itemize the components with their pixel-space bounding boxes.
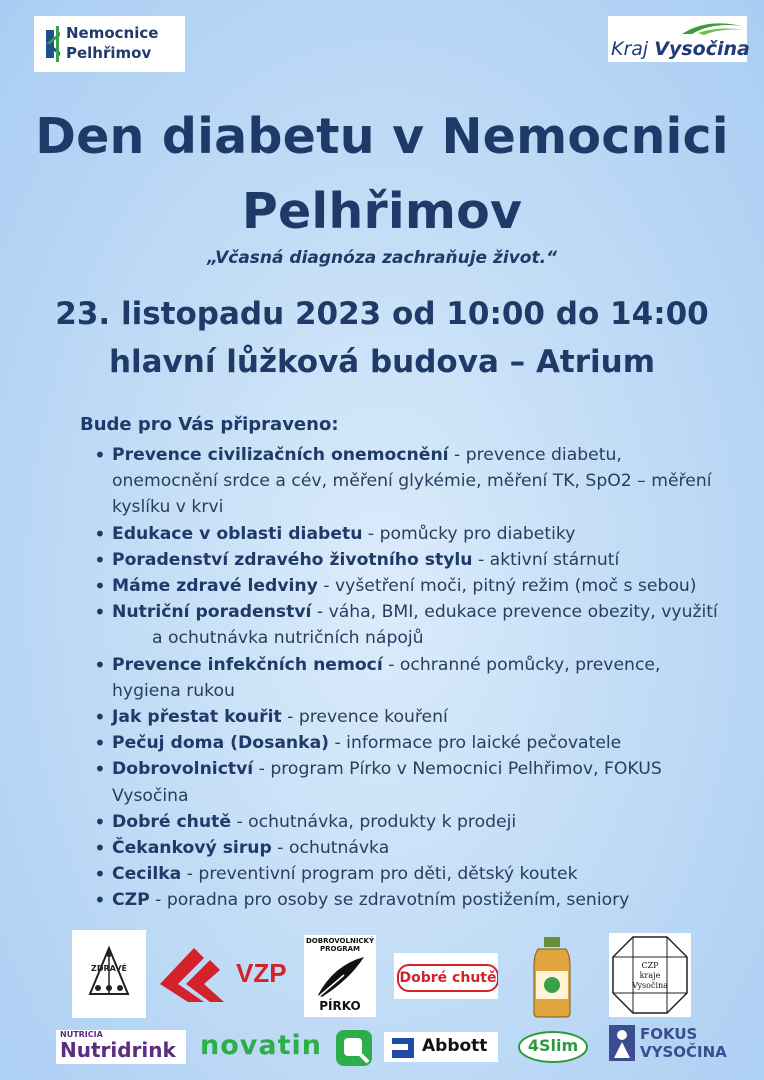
list-item: • CZP - poradna pro osoby se zdravotním postižením, seniory bbox=[92, 887, 732, 913]
logo-novatin bbox=[200, 1028, 372, 1068]
list-item: • Cecilka - preventivní program pro děti, dětský koutek bbox=[92, 861, 732, 887]
logo-vzp bbox=[158, 944, 298, 1006]
list-item: • Pečuj doma (Dosanka) - informace pro laické pečovatele bbox=[92, 730, 732, 756]
logo-nutridrink bbox=[56, 1030, 186, 1064]
novatin-text: novatin bbox=[200, 1030, 322, 1061]
event-place: hlavní lůžková budova – Atrium bbox=[108, 344, 656, 380]
kraj-name: Vysočina bbox=[654, 38, 750, 60]
list-item: • Edukace v oblasti diabetu - pomůcky pro diabetiky bbox=[92, 521, 732, 547]
logo-czp bbox=[609, 933, 691, 1017]
program-intro: Bude pro Vás připraveno: bbox=[80, 414, 339, 435]
motto: „Včasná diagnóza zachraňuje život.“ bbox=[206, 248, 558, 268]
logo-4slim bbox=[517, 1030, 589, 1064]
logo-sirup bbox=[528, 935, 576, 1019]
zdrave-mesto-text: ZDRAVÉ bbox=[91, 964, 127, 973]
logo-kraj-vysocina bbox=[608, 16, 750, 62]
abbott-icon bbox=[388, 1032, 418, 1062]
list-item: • Prevence civilizačních onemocnění - prevence diabetu, onemocnění srdce a cév, měření glykémie, měření TK, SpO2 – měření kyslíku v krvi bbox=[92, 442, 732, 521]
list-item: • Dobrovolnictví - program Pírko v Nemocnici Pelhřimov, FOKUS Vysočina bbox=[92, 756, 732, 808]
list-item: • Poradenství zdravého životního stylu - aktivní stárnutí bbox=[92, 547, 732, 573]
pirko-top-text: DOBROVOLNICKÝ PROGRAM bbox=[306, 937, 375, 953]
list-item: • Prevence infekčních nemocí - ochranné pomůcky, prevence, hygiena rukou bbox=[92, 652, 732, 704]
abbott-text: Abbott bbox=[422, 1036, 488, 1056]
logo-pirko bbox=[304, 935, 376, 1017]
czp-text: CZP kraje Vysočina bbox=[632, 961, 668, 990]
logo-zdrave-mesto bbox=[72, 930, 146, 1018]
logo-nemocnice-text: Nemocnice Pelhřimov bbox=[66, 24, 159, 62]
nutridrink-text: Nutridrink bbox=[60, 1038, 176, 1062]
list-item: • Nutriční poradenství - váha, BMI, edukace prevence obezity, využitía ochutnávka nutričních nápojů bbox=[92, 599, 732, 651]
page-title-line1: Den diabetu v Nemocnici bbox=[35, 108, 729, 165]
list-item: • Dobré chutě - ochutnávka, produkty k prodeji bbox=[92, 809, 732, 835]
slim-text: 4Slim bbox=[527, 1036, 579, 1055]
logo-nemocnice-pelhrimov bbox=[34, 16, 185, 72]
vzp-text: VZP bbox=[236, 958, 287, 988]
fokus-icon bbox=[608, 1024, 636, 1062]
list-item: • Jak přestat kouřit - prevence kouření bbox=[92, 704, 732, 730]
list-item: • Čekankový sirup - ochutnávka bbox=[92, 835, 732, 861]
nutricia-text: NUTRICIA bbox=[60, 1030, 103, 1039]
fokus-text-2: VYSOČINA bbox=[640, 1043, 727, 1061]
logo-dobre-chute bbox=[394, 953, 498, 999]
list-item: • Máme zdravé ledviny - vyšetření moči, pitný režim (moč s sebou) bbox=[92, 573, 732, 599]
page-title-line2: Pelhřimov bbox=[241, 183, 523, 240]
novatin-q-icon bbox=[334, 1028, 374, 1068]
event-date: 23. listopadu 2023 od 10:00 do 14:00 bbox=[55, 296, 709, 332]
pirko-name-text: PÍRKO bbox=[319, 999, 361, 1013]
logo-abbott bbox=[384, 1032, 498, 1062]
logo-fokus bbox=[608, 1024, 730, 1064]
vzp-icon bbox=[158, 944, 238, 1006]
program-list bbox=[92, 442, 732, 914]
kraj-prefix: Kraj bbox=[611, 38, 649, 60]
fokus-text-1: FOKUS bbox=[640, 1025, 698, 1043]
syrup-bottle-icon bbox=[528, 935, 576, 1019]
dobre-chute-text: Dobré chutě bbox=[397, 964, 498, 992]
